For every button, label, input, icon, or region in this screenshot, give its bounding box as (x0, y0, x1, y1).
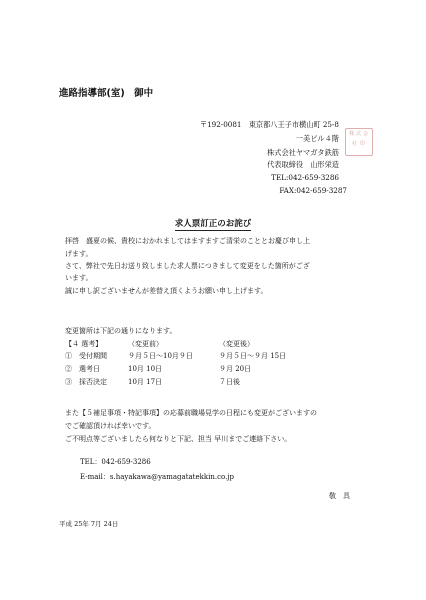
note-line: また【５補足事項・特記事項】の応募前職場見学の日程にも変更がございますの (65, 409, 317, 417)
sender-postal-address: 〒192-0081 東京都八王子市横山町 25-8 (199, 120, 339, 129)
change-item-before: 10月 17日 (128, 378, 163, 386)
sender-building: 一美ビル４階 (295, 134, 339, 143)
seal-char: 印 (360, 141, 366, 147)
changes-header-before: （変更前） (128, 340, 163, 348)
note-line: でご確認頂ければ幸いです。 (65, 422, 156, 430)
sender-representative: 代表取締役 山形栄造 (267, 160, 339, 169)
seal-char: 株 (349, 131, 355, 137)
change-item-before: 10月 10日 (128, 365, 163, 373)
change-item-before: ９月５日～10月９日 (128, 352, 193, 360)
change-item-after: ９月５日～９月 15日 (219, 352, 287, 360)
seal-char: 会 (363, 131, 369, 137)
seal-char: 社 (352, 141, 358, 147)
letter-title (0, 220, 426, 229)
addressee: 進路指導部(室) 御中 (59, 88, 154, 99)
change-item-after: ７日後 (219, 378, 240, 386)
letter-date: 平成 25年 7月 24日 (59, 520, 119, 528)
sender-tel: TEL:042-659-3286 (271, 173, 339, 182)
body-line: さて、弊社で先日お送り致しました求人票につきまして変更をした箇所がござ (65, 262, 310, 270)
seal-char: 式 (356, 131, 362, 137)
closing-keigu: 敬 具 (329, 492, 350, 500)
body-line: 拝啓 盛夏の候、貴校におかれましてはますますご清栄のこととお慶び申し上 (65, 237, 310, 245)
letter-title-text: 求人票訂正のお詫び (174, 219, 252, 229)
contact-tel: TEL：042-659-3286 (80, 458, 151, 466)
body-line: 変更箇所は下記の通りになります。 (65, 327, 177, 335)
changes-header-section: 【４ 選考】 (65, 340, 103, 348)
note-line: ご不明点等ございましたら何なりと下記、担当 早川までご連絡下さい。 (65, 435, 292, 443)
change-item-label: ① 受付期間 (65, 352, 107, 360)
change-item-label: ② 選考日 (65, 365, 100, 373)
change-item-after: ９月 20日 (219, 365, 252, 373)
company-seal-stamp (345, 128, 373, 156)
sender-fax: FAX:042-659-3287 (279, 186, 347, 195)
sender-company: 株式会社ヤマガタ鉄筋 (267, 148, 339, 157)
body-line: います。 (65, 274, 93, 282)
body-line: 誠に申し訳ございませんが差替え頂くようお願い申し上げます。 (65, 287, 268, 295)
changes-header-after: （変更後） (219, 340, 254, 348)
contact-email: E-mail：s.hayakawa@yamagatatekkin.co.jp (80, 473, 234, 481)
change-item-label: ③ 採否決定 (65, 378, 107, 386)
body-line: げます。 (65, 250, 93, 258)
